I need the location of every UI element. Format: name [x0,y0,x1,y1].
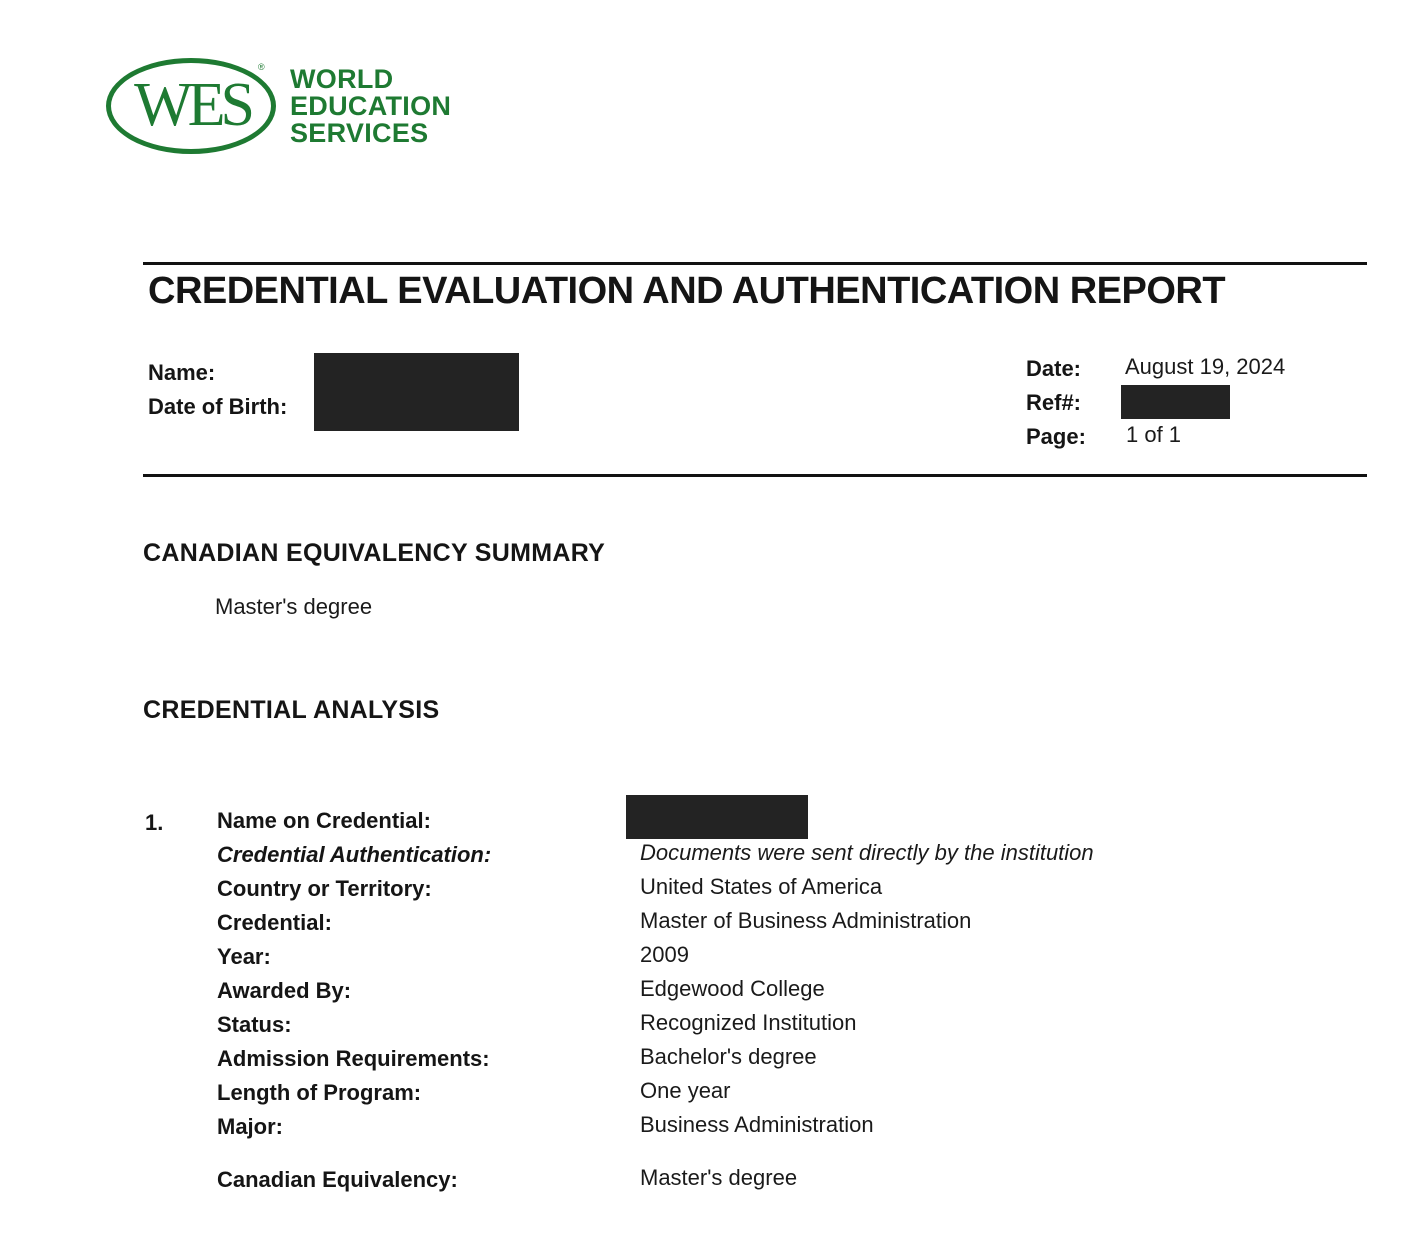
row-label-major: Major: [217,1114,283,1139]
page-label: Page: [1026,424,1086,449]
row-value-canadian-equivalency: Master's degree [640,1165,798,1190]
date-value: August 19, 2024 [1125,354,1286,379]
row-label-credential-authentication: Credential Authentication: [217,842,492,867]
row-label-admission-requirements: Admission Requirements: [217,1046,490,1071]
row-label-year: Year: [217,944,271,969]
item-number: 1. [145,810,164,835]
analysis-heading: CREDENTIAL ANALYSIS [143,696,440,724]
row-value-admission-requirements: Bachelor's degree [640,1044,817,1069]
name-label: Name: [148,360,216,385]
row-value-credential-authentication: Documents were sent directly by the institution [640,840,1094,865]
date-label: Date: [1026,356,1082,381]
row-label-awarded-by: Awarded By: [217,978,352,1003]
ref-label: Ref#: [1026,390,1082,415]
summary-heading: CANADIAN EQUIVALENCY SUMMARY [143,539,606,567]
redacted-name-dob [314,353,519,431]
registered-mark: ® [258,62,265,72]
row-label-country: Country or Territory: [217,876,432,901]
wes-logo-mark: WES [134,71,250,139]
row-value-status: Recognized Institution [640,1010,857,1035]
page-value: 1 of 1 [1126,422,1182,447]
row-value-awarded-by: Edgewood College [640,976,825,1001]
row-value-major: Business Administration [640,1112,874,1137]
header-top-rule [143,262,1367,265]
redacted-ref [1121,385,1230,419]
redacted-name-on-credential [626,795,808,839]
row-value-length-of-program: One year [640,1078,731,1103]
summary-value: Master's degree [215,594,373,619]
logo-line-education: EDUCATION [290,91,452,121]
row-label-credential: Credential: [217,910,332,935]
row-value-year: 2009 [640,942,689,967]
wes-logo-wordmark [290,66,451,147]
report-title: CREDENTIAL EVALUATION AND AUTHENTICATION REPORT [148,270,1226,312]
row-label-status: Status: [217,1012,292,1037]
row-value-credential: Master of Business Administration [640,908,972,933]
row-label-canadian-equivalency: Canadian Equivalency: [217,1167,458,1192]
row-label-length-of-program: Length of Program: [217,1080,422,1105]
row-value-country: United States of America [640,874,883,899]
row-label-name-on-credential: Name on Credential: [217,808,431,833]
header-bottom-rule [143,474,1367,477]
dob-label: Date of Birth: [148,394,288,419]
logo-line-services: SERVICES [290,118,429,148]
logo-line-world: WORLD [290,64,394,94]
